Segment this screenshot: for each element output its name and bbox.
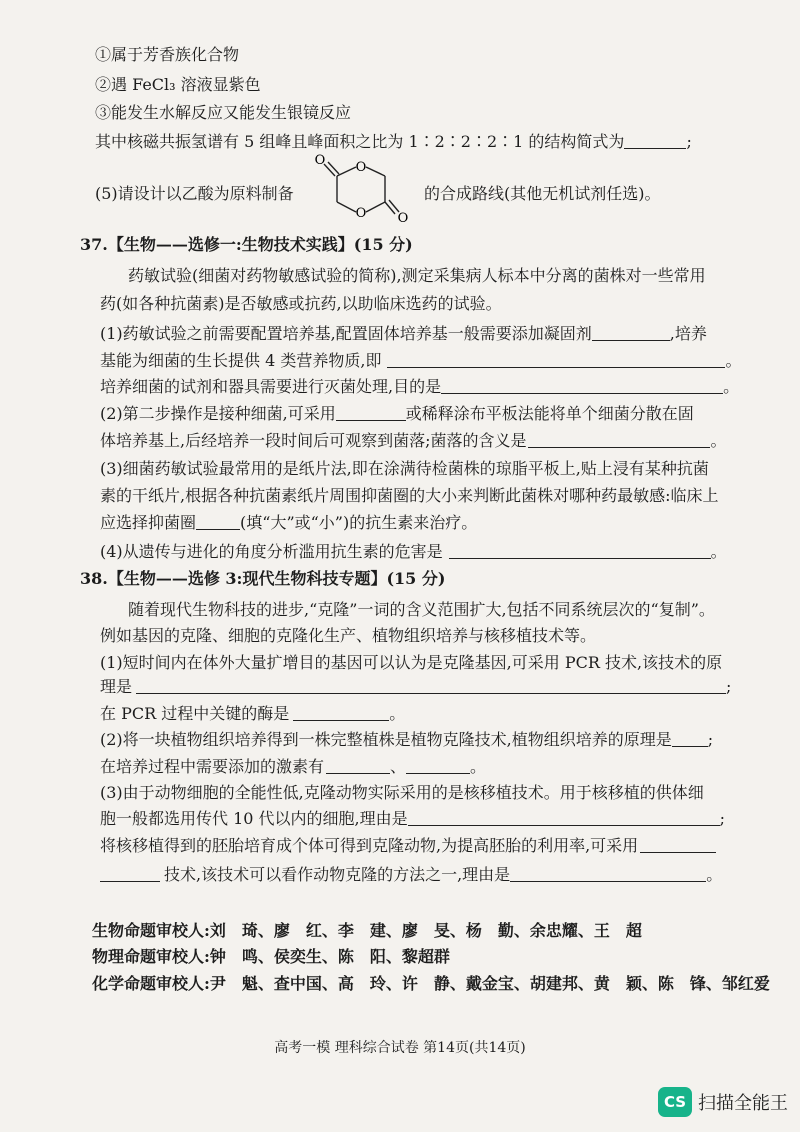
reviewers-chemistry: [92, 973, 770, 995]
answer-blank[interactable]: [592, 324, 670, 341]
glycolide-structure: [300, 152, 420, 232]
condition-1: ①属于芳香族化合物: [95, 45, 240, 64]
ring-oxygen-top: O: [355, 160, 367, 175]
answer-blank[interactable]: [326, 757, 390, 774]
answer-blank[interactable]: [449, 542, 711, 559]
answer-blank[interactable]: [408, 809, 720, 826]
q38-title: 38.【生物——选修 3:现代生物科技专题】(15 分): [80, 569, 446, 588]
q37-s1c: [100, 376, 739, 398]
q38-s1b-text: 理是: [100, 677, 133, 696]
q5-suffix: 的合成路线(其他无机试剂任选)。: [424, 184, 661, 203]
q37-s1c-text: 培养细菌的试剂和器具需要进行灭菌处理,目的是: [100, 377, 442, 396]
punct: 。: [723, 377, 740, 396]
q37-s1a: [100, 323, 707, 345]
q38-s1a: (1)短时间内在体外大量扩增目的基因可以认为是克隆基因,可采用 PCR 技术,该技术的原: [100, 653, 723, 672]
q38-s2b: [100, 756, 486, 778]
carbonyl-oxygen-left: O: [314, 153, 326, 168]
reviewers-chemistry-names: 尹 魁、查中国、高 玲、许 静、戴金宝、胡建邦、黄 颖、陈 锋、邹红爱: [209, 974, 770, 993]
answer-blank[interactable]: [510, 865, 706, 882]
reviewers-physics-names: 钟 鸣、侯奕生、陈 阳、黎超群: [209, 947, 450, 966]
q38-s2a-text: (2)将一块植物组织培养得到一株完整植株是植物克隆技术,植物组织培养的原理是: [100, 730, 672, 749]
q38-s3d: [100, 864, 722, 886]
q38-s3b: [100, 808, 725, 830]
q37-s3c-text: 应选择抑菌圈: [100, 513, 197, 532]
q37-s3b: 素的干纸片,根据各种抗菌素纸片周围抑菌圈的大小来判断此菌株对哪种药最敏感:临床上: [100, 486, 719, 505]
q38-s1b: [100, 676, 731, 698]
q37-intro-2: 药(如各种抗菌素)是否敏感或抗药,以助临床选药的试验。: [100, 294, 502, 313]
q37-s2a: [100, 403, 694, 425]
q37-s1b-text: 基能为细菌的生长提供 4 类营养物质,即: [100, 351, 382, 370]
answer-blank[interactable]: [640, 836, 716, 853]
punct: 。: [389, 704, 406, 723]
answer-blank[interactable]: [406, 757, 470, 774]
q37-s2b: [100, 430, 727, 452]
q38-s3d-text: 技术,该技术可以看作动物克隆的方法之一,理由是: [164, 865, 511, 884]
punct: ;: [686, 132, 692, 151]
q37-s2a-end: 或稀释涂布平板法能将单个细菌分散在固: [405, 404, 694, 423]
reviewers-biology: [92, 920, 642, 942]
punct: 。: [710, 431, 727, 450]
condition-2: ②遇 FeCl₃ 溶液显紫色: [95, 75, 261, 94]
nmr-question: [95, 131, 692, 153]
q37-s4-text: (4)从遗传与进化的角度分析滥用抗生素的危害是: [100, 542, 443, 561]
answer-blank[interactable]: [293, 704, 389, 721]
answer-blank[interactable]: [136, 677, 726, 694]
reviewers-chemistry-label: 化学命题审校人:: [92, 974, 210, 993]
q37-intro-1: 药敏试验(细菌对药物敏感试验的简称),测定采集病人标本中分离的菌株对一些常用: [128, 266, 706, 285]
page-footer: 高考一模 理科综合试卷 第14页(共14页): [274, 1040, 526, 1056]
q37-s1a-end: ,培养: [669, 324, 707, 343]
q38-s3c: [100, 835, 716, 857]
ring-oxygen-bottom: O: [355, 206, 367, 221]
q37-s4: [100, 541, 727, 563]
punct: ;: [707, 730, 714, 749]
answer-blank[interactable]: [528, 431, 710, 448]
q38-s3b-text: 胞一般都选用传代 10 代以内的细胞,理由是: [100, 809, 408, 828]
q38-s2b-text: 在培养过程中需要添加的激素有: [100, 757, 325, 776]
answer-blank[interactable]: [624, 132, 686, 149]
q38-intro-1: 随着现代生物科技的进步,“克隆”一词的含义范围扩大,包括不同系统层次的“复制”。: [128, 600, 715, 619]
q5-prefix: (5)请设计以乙酸为原料制备: [95, 184, 294, 203]
punct: 。: [710, 542, 727, 561]
punct: ;: [719, 809, 726, 828]
q37-s3c-end: (填“大”或“小”)的抗生素来治疗。: [240, 513, 478, 532]
punct: 、: [390, 757, 407, 776]
answer-blank[interactable]: [387, 351, 725, 368]
answer-blank[interactable]: [336, 404, 406, 421]
reviewers-biology-label: 生物命题审校人:: [92, 921, 210, 940]
q37-s1a-text: (1)药敏试验之前需要配置培养基,配置固体培养基一般需要添加凝固剂: [100, 324, 592, 343]
q38-s1c-text: 在 PCR 过程中关键的酶是: [100, 704, 290, 723]
camscanner-logo-icon: CS: [658, 1087, 692, 1117]
scanner-watermark: [658, 1085, 788, 1119]
q38-intro-2: 例如基因的克隆、细胞的克隆化生产、植物组织培养与核移植技术等。: [100, 626, 597, 645]
punct: 。: [470, 757, 487, 776]
q37-s2b-text: 体培养基上,后经培养一段时间后可观察到菌落;菌落的含义是: [100, 431, 527, 450]
punct: 。: [725, 351, 742, 370]
q38-s1c: [100, 703, 405, 725]
q38-s3a: (3)由于动物细胞的全能性低,克隆动物实际采用的是核移植技术。用于核移植的供体细: [100, 783, 704, 802]
nmr-question-text: 其中核磁共振氢谱有 5 组峰且峰面积之比为 1∶2∶2∶2∶1 的结构简式为: [95, 132, 625, 151]
q38-s2a: [100, 729, 713, 751]
q37-s1b: [100, 350, 741, 372]
q37-s3a: (3)细菌药敏试验最常用的是纸片法,即在涂满待检菌株的琼脂平板上,贴上浸有某种抗菌: [100, 459, 709, 478]
answer-blank[interactable]: [196, 513, 240, 530]
reviewers-biology-names: 刘 琦、廖 红、李 建、廖 旻、杨 勤、余忠耀、王 超: [209, 921, 642, 940]
answer-blank[interactable]: [672, 730, 708, 747]
q38-s3c-text: 将核移植得到的胚胎培育成个体可得到克隆动物,为提高胚胎的利用率,可采用: [100, 836, 639, 855]
condition-3: ③能发生水解反应又能发生银镜反应: [95, 103, 352, 122]
camscanner-logo-text: 扫描全能王: [698, 1093, 788, 1114]
answer-blank[interactable]: [441, 377, 723, 394]
reviewers-physics-label: 物理命题审校人:: [92, 947, 210, 966]
q37-s3c: [100, 512, 477, 534]
q37-title: 37.【生物——选修一:生物技术实践】(15 分): [80, 235, 413, 254]
punct: 。: [706, 865, 723, 884]
reviewers-physics: [92, 946, 450, 968]
punct: ;: [726, 677, 732, 696]
carbonyl-oxygen-right: O: [397, 211, 409, 226]
answer-blank[interactable]: [100, 865, 160, 882]
q37-s2a-text: (2)第二步操作是接种细菌,可采用: [100, 404, 336, 423]
